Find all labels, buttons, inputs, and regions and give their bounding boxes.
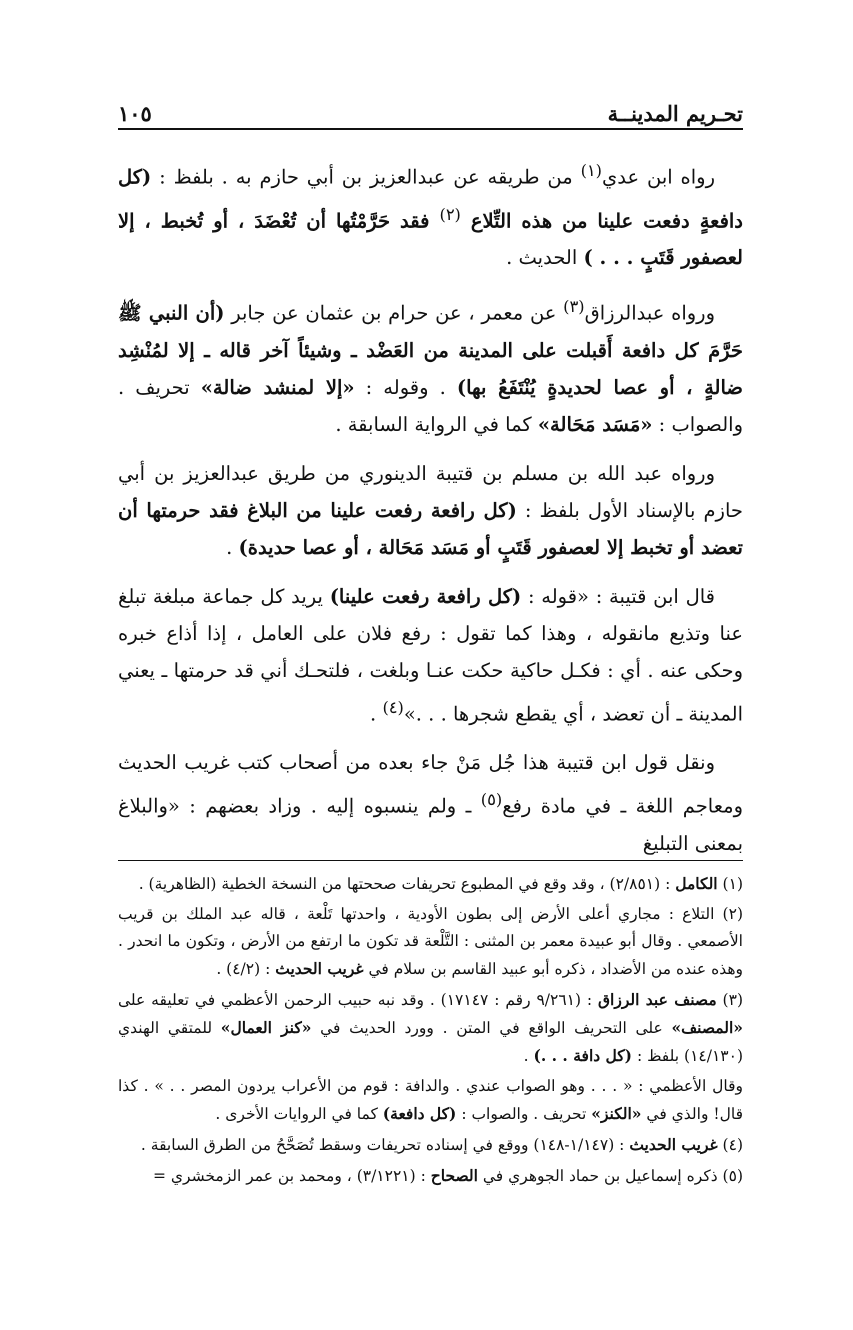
main-text [118, 152, 743, 874]
text: (١) [717, 875, 743, 893]
text: ورواه عبدالرزاق [584, 301, 716, 325]
footnote-ref[interactable]: (٥) [480, 790, 503, 809]
quote: (كل دافة . . .) [533, 1046, 633, 1065]
header-rule [118, 128, 743, 130]
paragraph-1 [118, 152, 743, 276]
text: تحريف . والصواب : [456, 1105, 592, 1123]
paragraph-3 [118, 455, 743, 566]
text: ونقل قول ابن قتيبة هذا جُل مَنْ جاء بعده من أصحاب كتب غريب الحديث ومعاجم اللغة ـ في مادة رفع [118, 751, 743, 818]
footnote-ref[interactable]: (٢) [439, 204, 461, 224]
hadith-quote: (كل رافعة رفعت علينا من البلاغ فقد حرمتها أن تعضد أو تخبط إلا لعصفور قَتَبٍ أو مَسَد مَحَالة ، أو عصا حديدة) [118, 498, 743, 559]
footnote-3 [118, 986, 743, 1070]
text: تحريف . والصواب : [118, 375, 743, 436]
text: (٤) [717, 1136, 743, 1154]
text: (٥) ذكره إسماعيل بن حماد الجوهري في [477, 1167, 743, 1185]
paragraph-4 [118, 578, 743, 733]
text: (٢) التلاع : مجاري أعلى الأرض إلى بطون الأودية ، واحدتها تَلْعة ، قاله عبد الملك بن قريب الأصمعي . وقال أبو عبيدة معمر بن المثنى : التَّلْعة قد تكون ما ارتفع من الأرض ، وتكون ما انحدر . وهذه عنده من الأضداد ، ذكره أبو عبيد القاسم بن سلام في [118, 905, 743, 978]
quote: «مَسَد مَحَالة» [537, 412, 653, 436]
text: (٣) [716, 991, 743, 1009]
text: قال ابن قتيبة : «قوله : [521, 584, 716, 608]
text: . [523, 1047, 534, 1065]
hadith-quote: (كل دافعةٍ دفعت علينا من هذه التِّلاع [118, 165, 743, 232]
footnotes [118, 870, 743, 1193]
footnote-ref[interactable]: (٤) [382, 697, 404, 717]
footnote-3-continued [118, 1073, 743, 1128]
source-title: «كنز العمال» [220, 1018, 312, 1037]
quote: «إلا لمنشد ضالة» [200, 375, 355, 399]
text: الحديث . [506, 246, 584, 269]
text: : (٤/٢) . [216, 960, 276, 978]
paragraph-5 [118, 744, 743, 862]
source-title: غريب الحديث [275, 959, 364, 978]
footnote-ref[interactable]: (٣) [563, 297, 585, 316]
paragraph-2 [118, 288, 743, 443]
page-header [118, 82, 743, 126]
text: كما في الرواية السابقة . [335, 412, 538, 436]
footnote-4 [118, 1131, 743, 1159]
text: على التحريف الواقع في المتن . وورد الحديث في [311, 1019, 672, 1037]
quote: (كل دافعة) [382, 1104, 457, 1123]
text: . [370, 702, 383, 725]
text: : (١/١٤٧-١٤٨) ووقع في إسناده تحريفات وسقط تُصَحَّحُ من الطرق السابقة . [140, 1136, 630, 1154]
hadith-quote: (أن النبي ﷺ حَرَّمَ كل دافعة أَقبلت على المدينة من العَضْد ـ وشيئاً آخر قاله ـ إلا لمُنْشِد ضالةٍ ، أو عصا لحديدةٍ يُنْتَفَعُ بها) [118, 301, 743, 399]
page-number: ١٠٥ [118, 101, 152, 126]
running-title: تحـريم المدينــة [607, 101, 743, 126]
quote: (كل رافعة رفعت علينا) [329, 584, 522, 608]
text: عن معمر ، عن حرام بن عثمان عن جابر [224, 301, 564, 325]
source-title: الصحاح [430, 1166, 478, 1185]
source-title: «المصنف» [671, 1018, 743, 1037]
text: وقال الأعظمي : « . . . وهو الصواب عندي . والدافة : قوم من الأعراب يردون المصر . . » . كذا قال! والذي في [118, 1077, 743, 1123]
text: يريد كل جماعة مبلغة تبلغ عنا وتذيع مانقوله ، وهذا كما تقول : رفع فلان على العامل ، إذا أذاع خبره وحكى عنه . أي : فكـل حاكية حكت عنـا وبلغت ، فلتحـك أني قد حرمتها ـ يعني المدينة ـ أن تعضد ، أي يقطع شجرها . . .» [118, 584, 743, 725]
text: . وقوله : [354, 375, 457, 399]
text: ورواه عبد الله بن مسلم بن قتيبة الدينوري من طريق عبدالعزيز بن أبي حازم بالإسناد الأول بلفظ : [118, 461, 743, 522]
text: للمتقي الهندي (١٤/١٣٠) بلفظ : [118, 1019, 743, 1065]
text: رواه ابن عدي [602, 165, 716, 189]
footnote-1 [118, 870, 743, 898]
text: . [226, 535, 239, 559]
footnote-5 [118, 1162, 743, 1190]
text: : (٣/١٢٢١) ، ومحمد بن عمر الزمخشري = [152, 1167, 431, 1185]
text: كما في الروايات الأخرى . [215, 1105, 383, 1123]
source-title: «الكنز» [591, 1104, 642, 1123]
footnote-2 [118, 901, 743, 983]
source-title: الكامل [675, 874, 718, 893]
text: : (٩/٢٦١ رقم : ١٧١٤٧) . وقد نبه حبيب الرحمن الأعظمي في تعليقه على [118, 991, 599, 1009]
footnote-rule [118, 860, 743, 861]
footnote-ref[interactable]: (١) [580, 161, 602, 180]
text: ـ ولم ينسبوه إليه . وزاد بعضهم : «والبلاغ بمعنى التبليغ [118, 794, 743, 855]
text: من طريقه عن عبدالعزيز بن أبي حازم به . بلفظ : [151, 165, 581, 189]
source-title: مصنف عبد الرزاق [598, 990, 717, 1009]
source-title: غريب الحديث [629, 1135, 718, 1154]
text: : (٢/٨٥١) ، وقد وقع في المطبوع تحريفات صححتها من النسخة الخطية (الظاهرية) . [138, 875, 676, 893]
hadith-quote: فقد حَرَّمْتُها أن تُعْضَدَ ، أو تُخبط ، إلا لعصفور قَتَبٍ . . . ) [118, 209, 743, 269]
